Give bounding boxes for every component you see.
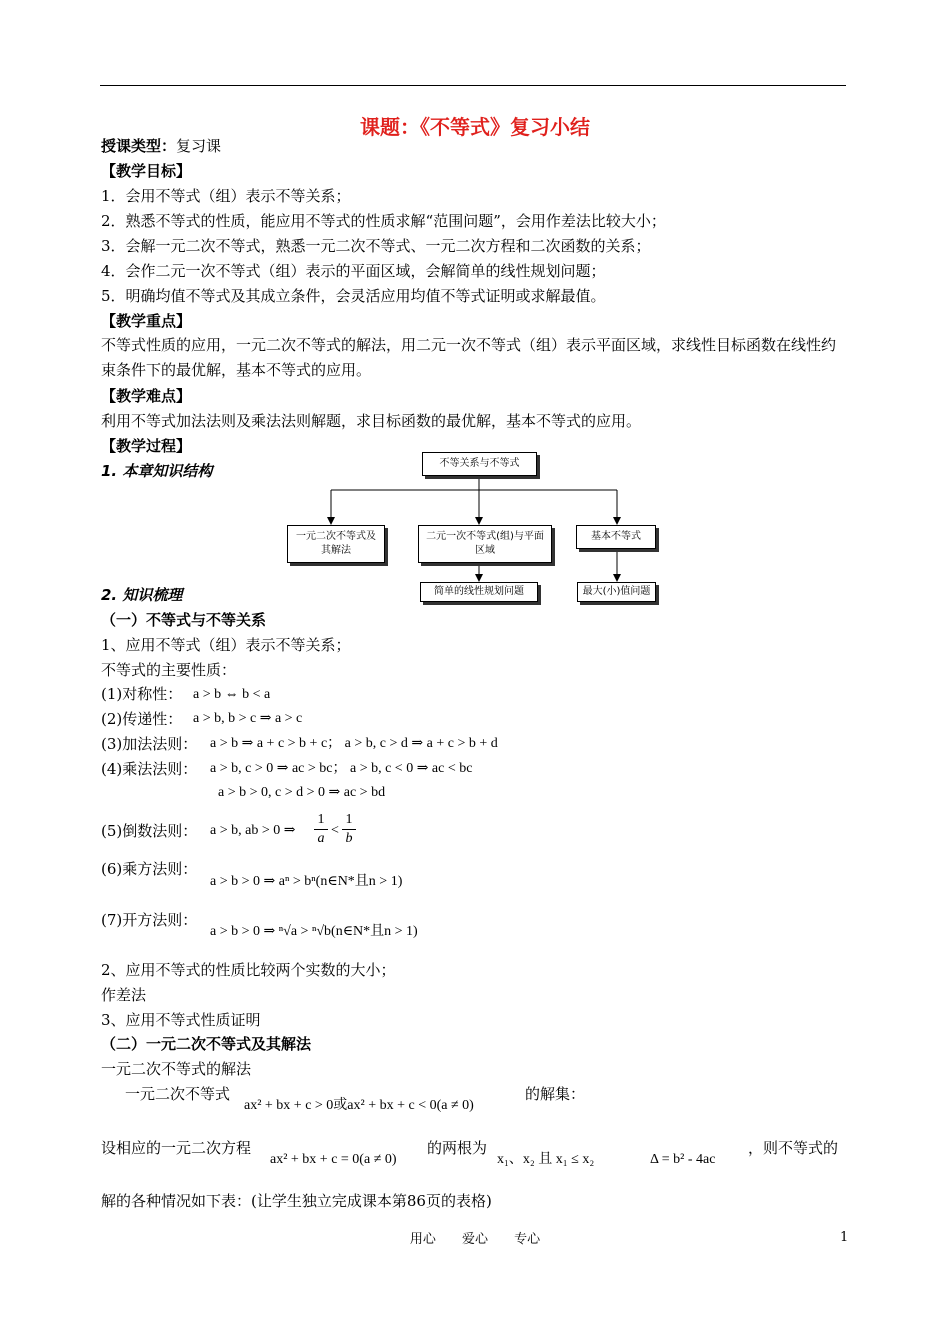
page-number: 1 [840,1230,849,1245]
list-item: 2、应用不等式的性质比较两个实数的大小； [101,961,396,979]
property-label: (3)加法法则： [101,735,198,753]
diagram-node-extremum: 最大(小)值问题 [577,582,656,602]
table-instruction: 解的各种情况如下表：(让学生独立完成课本第86页的表格) [101,1192,492,1210]
roots-formula: x₁、x₂ 且 x₁ ≤ x₂ [497,1152,595,1167]
difficulty-heading: 【教学难点】 [101,387,192,405]
quadratic-line-start: 一元二次不等式 [125,1085,231,1103]
goals-heading: 【教学目标】 [101,162,192,180]
difficulty-text: 利用不等式加法法则及乘法法则解题，求目标函数的最优解，基本不等式的应用。 [101,412,642,430]
property-label: (1)对称性： [101,685,183,703]
list-item: 3、应用不等式性质证明 [101,1011,261,1029]
subsection-quadratic-inequality: （二）一元二次不等式及其解法 [101,1035,312,1053]
property-formula: a > b, c > 0 ⇒ ac > bc； a > b, c < 0 ⇒ ac < bc [210,761,473,776]
fraction-numerator: 1 [345,812,353,827]
goal-item: 5．明确均值不等式及其成立条件，会灵活应用均值不等式证明或求解最值。 [101,287,606,305]
lesson-type-label: 授课类型： [101,137,177,155]
section-knowledge-structure: 1. 本章知识结构 [101,462,213,480]
fraction-denominator: b [345,831,353,846]
property-formula: a > b > 0 ⇒ ⁿ√a > ⁿ√b(n∈N*且n > 1) [210,924,418,939]
fraction-bar [314,829,328,830]
property-label: (7)开方法则： [101,911,198,929]
discriminant-formula: Δ = b² - 4ac [650,1152,716,1167]
key-text: 不等式性质的应用，一元二次不等式的解法，用二元一次不等式（组）表示平面区域，求线性目标函数在线性约束条件下的最优解，基本不等式的应用。 [101,336,837,379]
property-formula: a > b ⇔ b < a [193,687,271,702]
property-label: (4)乘法法则： [101,760,198,778]
goal-item: 4．会作二元一次不等式（组）表示的平面区域，会解简单的线性规划问题； [101,262,606,280]
diagram-root-node: 不等关系与不等式 [422,452,537,476]
quadratic-inequality-formula: ax² + bx + c > 0或ax² + bx + c < 0(a ≠ 0) [244,1098,474,1113]
page-title: 课题：《不等式》复习小结 [360,115,590,139]
property-label: (6)乘方法则： [101,860,198,878]
key-heading: 【教学重点】 [101,312,192,330]
quadratic-equation-formula: ax² + bx + c = 0(a ≠ 0) [270,1152,397,1167]
page-footer: 用心 爱心 专心 [409,1232,541,1247]
quadratic-line-end: 的解集： [525,1085,586,1103]
lesson-type-value: 复习课 [176,137,222,155]
equation-line-start: 设相应的一元二次方程 [101,1139,252,1157]
diagram-node-linear-programming: 简单的线性规划问题 [420,582,538,602]
diagram-node-quadratic: 一元二次不等式及其解法 [287,525,385,563]
fraction-one-over-b [342,812,356,847]
subsection-inequality-relation: （一）不等式与不等关系 [101,611,267,629]
property-label: (2)传递性： [101,710,183,728]
fraction-denominator: a [317,831,325,846]
goal-item: 2．熟悉不等式的性质，能应用不等式的性质求解“范围问题”，会用作差法比较大小； [101,212,666,230]
diagram-node-linear-region: 二元一次不等式(组)与平面区域 [418,525,552,563]
property-formula: a > b, b > c ⇒ a > c [193,711,303,726]
section-knowledge-review: 2. 知识梳理 [101,586,183,604]
quadratic-intro: 一元二次不等式的解法 [101,1060,252,1078]
property-formula: a > b > 0 ⇒ aⁿ > bⁿ(n∈N*且n > 1) [210,874,403,889]
property-formula: a > b > 0, c > d > 0 ⇒ ac > bd [218,785,386,800]
property-formula: a > b, ab > 0 ⇒ [210,823,296,838]
list-item: 作差法 [101,986,147,1004]
less-than-sign: < [331,823,339,838]
goal-item: 1．会用不等式（组）表示不等关系； [101,187,351,205]
diagram-node-basic-inequality: 基本不等式 [576,525,656,549]
equation-line-mid: 的两根为 [427,1139,488,1157]
properties-intro: 不等式的主要性质： [101,661,237,679]
property-label: (5)倒数法则： [101,822,198,840]
fraction-one-over-a [314,812,328,847]
fraction-numerator: 1 [317,812,325,827]
property-formula: a > b ⇒ a + c > b + c； a > b, c > d ⇒ a + c > b + d [210,736,498,751]
fraction-bar [342,829,356,830]
goal-item: 3．会解一元二次不等式，熟悉一元二次不等式、一元二次方程和二次函数的关系； [101,237,651,255]
process-heading: 【教学过程】 [101,437,192,455]
list-item: 1、应用不等式（组）表示不等关系； [101,636,351,654]
equation-line-end: ，则不等式的 [748,1139,839,1157]
